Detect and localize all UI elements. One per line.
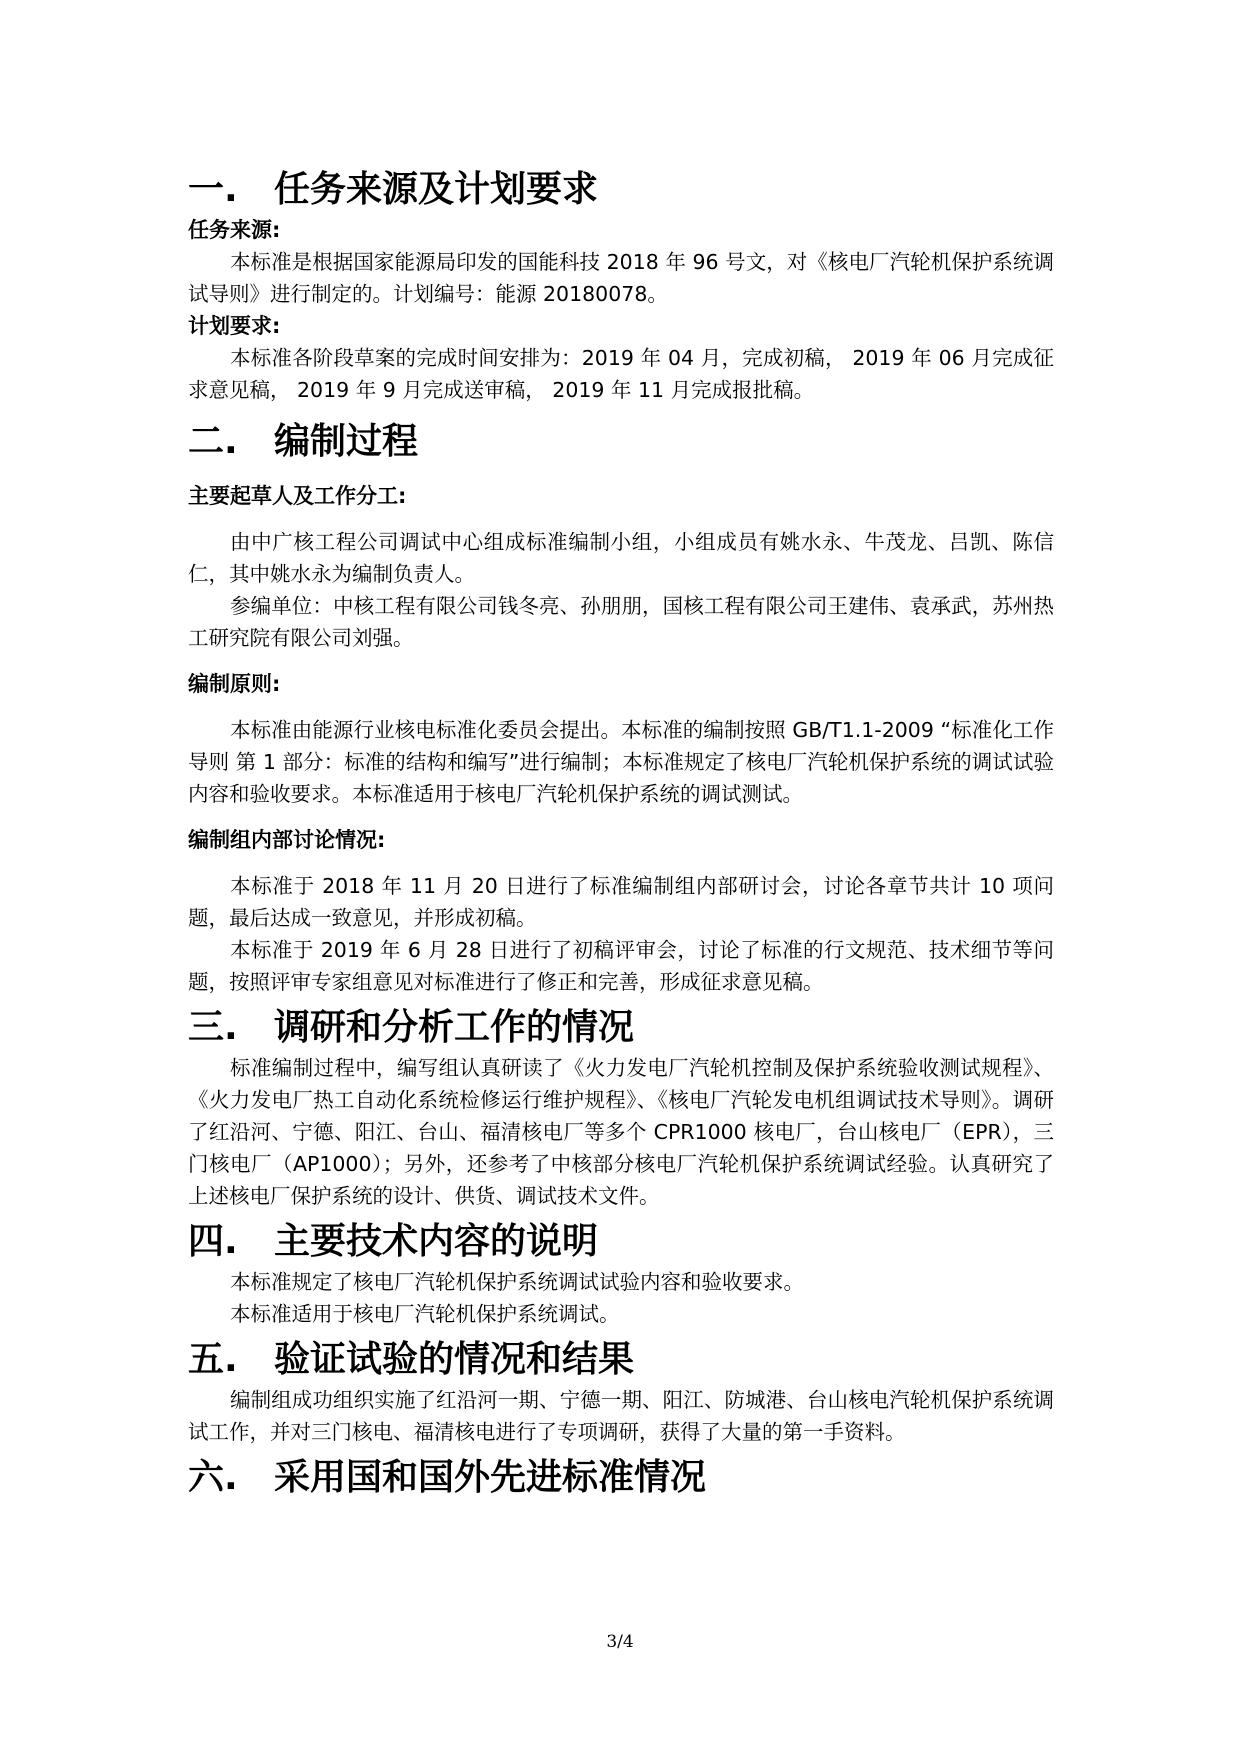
verification-paragraph: 编制组成功组织实施了红沿河一期、宁德一期、阳江、防城港、台山核电汽轮机保护系统调试工作，并对三门核电、福清核电进行了专项调研，获得了大量的第一手资料。 [188, 1388, 1054, 1444]
section-5-heading [188, 1336, 1054, 1384]
task-source-paragraph: 本标准是根据国家能源局印发的国能科技 2018 年 96 号文，对《核电厂汽轮机保护系统调试导则》进行制定的。计划编号：能源 20180078。 [188, 250, 1054, 306]
document-page [188, 166, 1054, 1502]
section-5-title: 验证试验的情况和结果 [274, 1339, 635, 1380]
task-source-heading: 任务来源: [188, 218, 281, 242]
section-1-heading [188, 166, 1054, 214]
discussion-paragraph-1: 本标准于 2018 年 11 月 20 日进行了标准编制组内部研讨会，讨论各章节共计 10 项问题，最后达成一致意见，并形成初稿。 [188, 874, 1054, 930]
section-2-heading [188, 418, 1054, 466]
plan-requirements-heading: 计划要求: [188, 314, 281, 338]
research-paragraph: 标准编制过程中，编写组认真研读了《火力发电厂汽轮机控制及保护系统验收测试规程》、《火力发电厂热工自动化系统检修运行维护规程》、《核电厂汽轮发电机组调试技术导则》。调研了红沿河、宁德、阳江、台山、福清核电厂等多个 CPR1000 核电厂，台山核电厂（EPR），三门核电厂（AP1000）；另外，还参考了中核部分核电厂汽轮机保护系统调试经验。认真研究了上述核电厂保护系统的设计、供货、调试技术文件。 [188, 1056, 1054, 1208]
drafters-paragraph-1: 由中广核工程公司调试中心组成标准编制小组，小组成员有姚水永、牛茂龙、吕凯、陈信仁，其中姚水永为编制负责人。 [188, 530, 1054, 586]
discussion-paragraph-2: 本标准于 2019 年 6 月 28 日进行了初稿评审会，讨论了标准的行文规范、技术细节等问题，按照评审专家组意见对标准进行了修正和完善，形成征求意见稿。 [188, 938, 1054, 994]
discussion-heading: 编制组内部讨论情况: [188, 828, 386, 852]
section-2-title: 编制过程 [274, 421, 419, 462]
technical-content-paragraph-1: 本标准规定了核电厂汽轮机保护系统调试试验内容和验收要求。 [230, 1270, 804, 1294]
section-4-number: 四. [188, 1221, 238, 1262]
section-4-heading [188, 1218, 1054, 1266]
plan-requirements-paragraph: 本标准各阶段草案的完成时间安排为：2019 年 04 月，完成初稿， 2019 年 06 月完成征求意见稿， 2019 年 9 月完成送审稿， 2019 年 11 月完成报批稿。 [188, 346, 1054, 402]
section-6-number: 六. [188, 1457, 238, 1498]
drafters-heading: 主要起草人及工作分工: [188, 484, 407, 508]
section-1-number: 一. [188, 169, 238, 210]
principle-paragraph: 本标准由能源行业核电标准化委员会提出。本标准的编制按照 GB/T1.1-2009 “标准化工作导则 第 1 部分：标准的结构和编写”进行编制；本标准规定了核电厂汽轮机保护系统的调试试验内容和验收要求。本标准适用于核电厂汽轮机保护系统的调试测试。 [188, 718, 1054, 806]
section-3-number: 三. [188, 1007, 238, 1048]
section-5-number: 五. [188, 1339, 238, 1380]
section-1-title: 任务来源及计划要求 [274, 169, 599, 210]
section-4-title: 主要技术内容的说明 [274, 1221, 599, 1262]
page-number: 3/4 [606, 1632, 634, 1652]
technical-content-paragraph-2: 本标准适用于核电厂汽轮机保护系统调试。 [230, 1302, 620, 1326]
principle-heading: 编制原则: [188, 672, 281, 696]
section-3-title: 调研和分析工作的情况 [274, 1007, 635, 1048]
section-6-heading [188, 1454, 1054, 1502]
section-2-number: 二. [188, 421, 238, 462]
drafters-paragraph-2: 参编单位：中核工程有限公司钱冬亮、孙朋朋，国核工程有限公司王建伟、袁承武，苏州热工研究院有限公司刘强。 [188, 594, 1054, 650]
section-3-heading [188, 1004, 1054, 1052]
section-6-title: 采用国和国外先进标准情况 [274, 1457, 707, 1498]
